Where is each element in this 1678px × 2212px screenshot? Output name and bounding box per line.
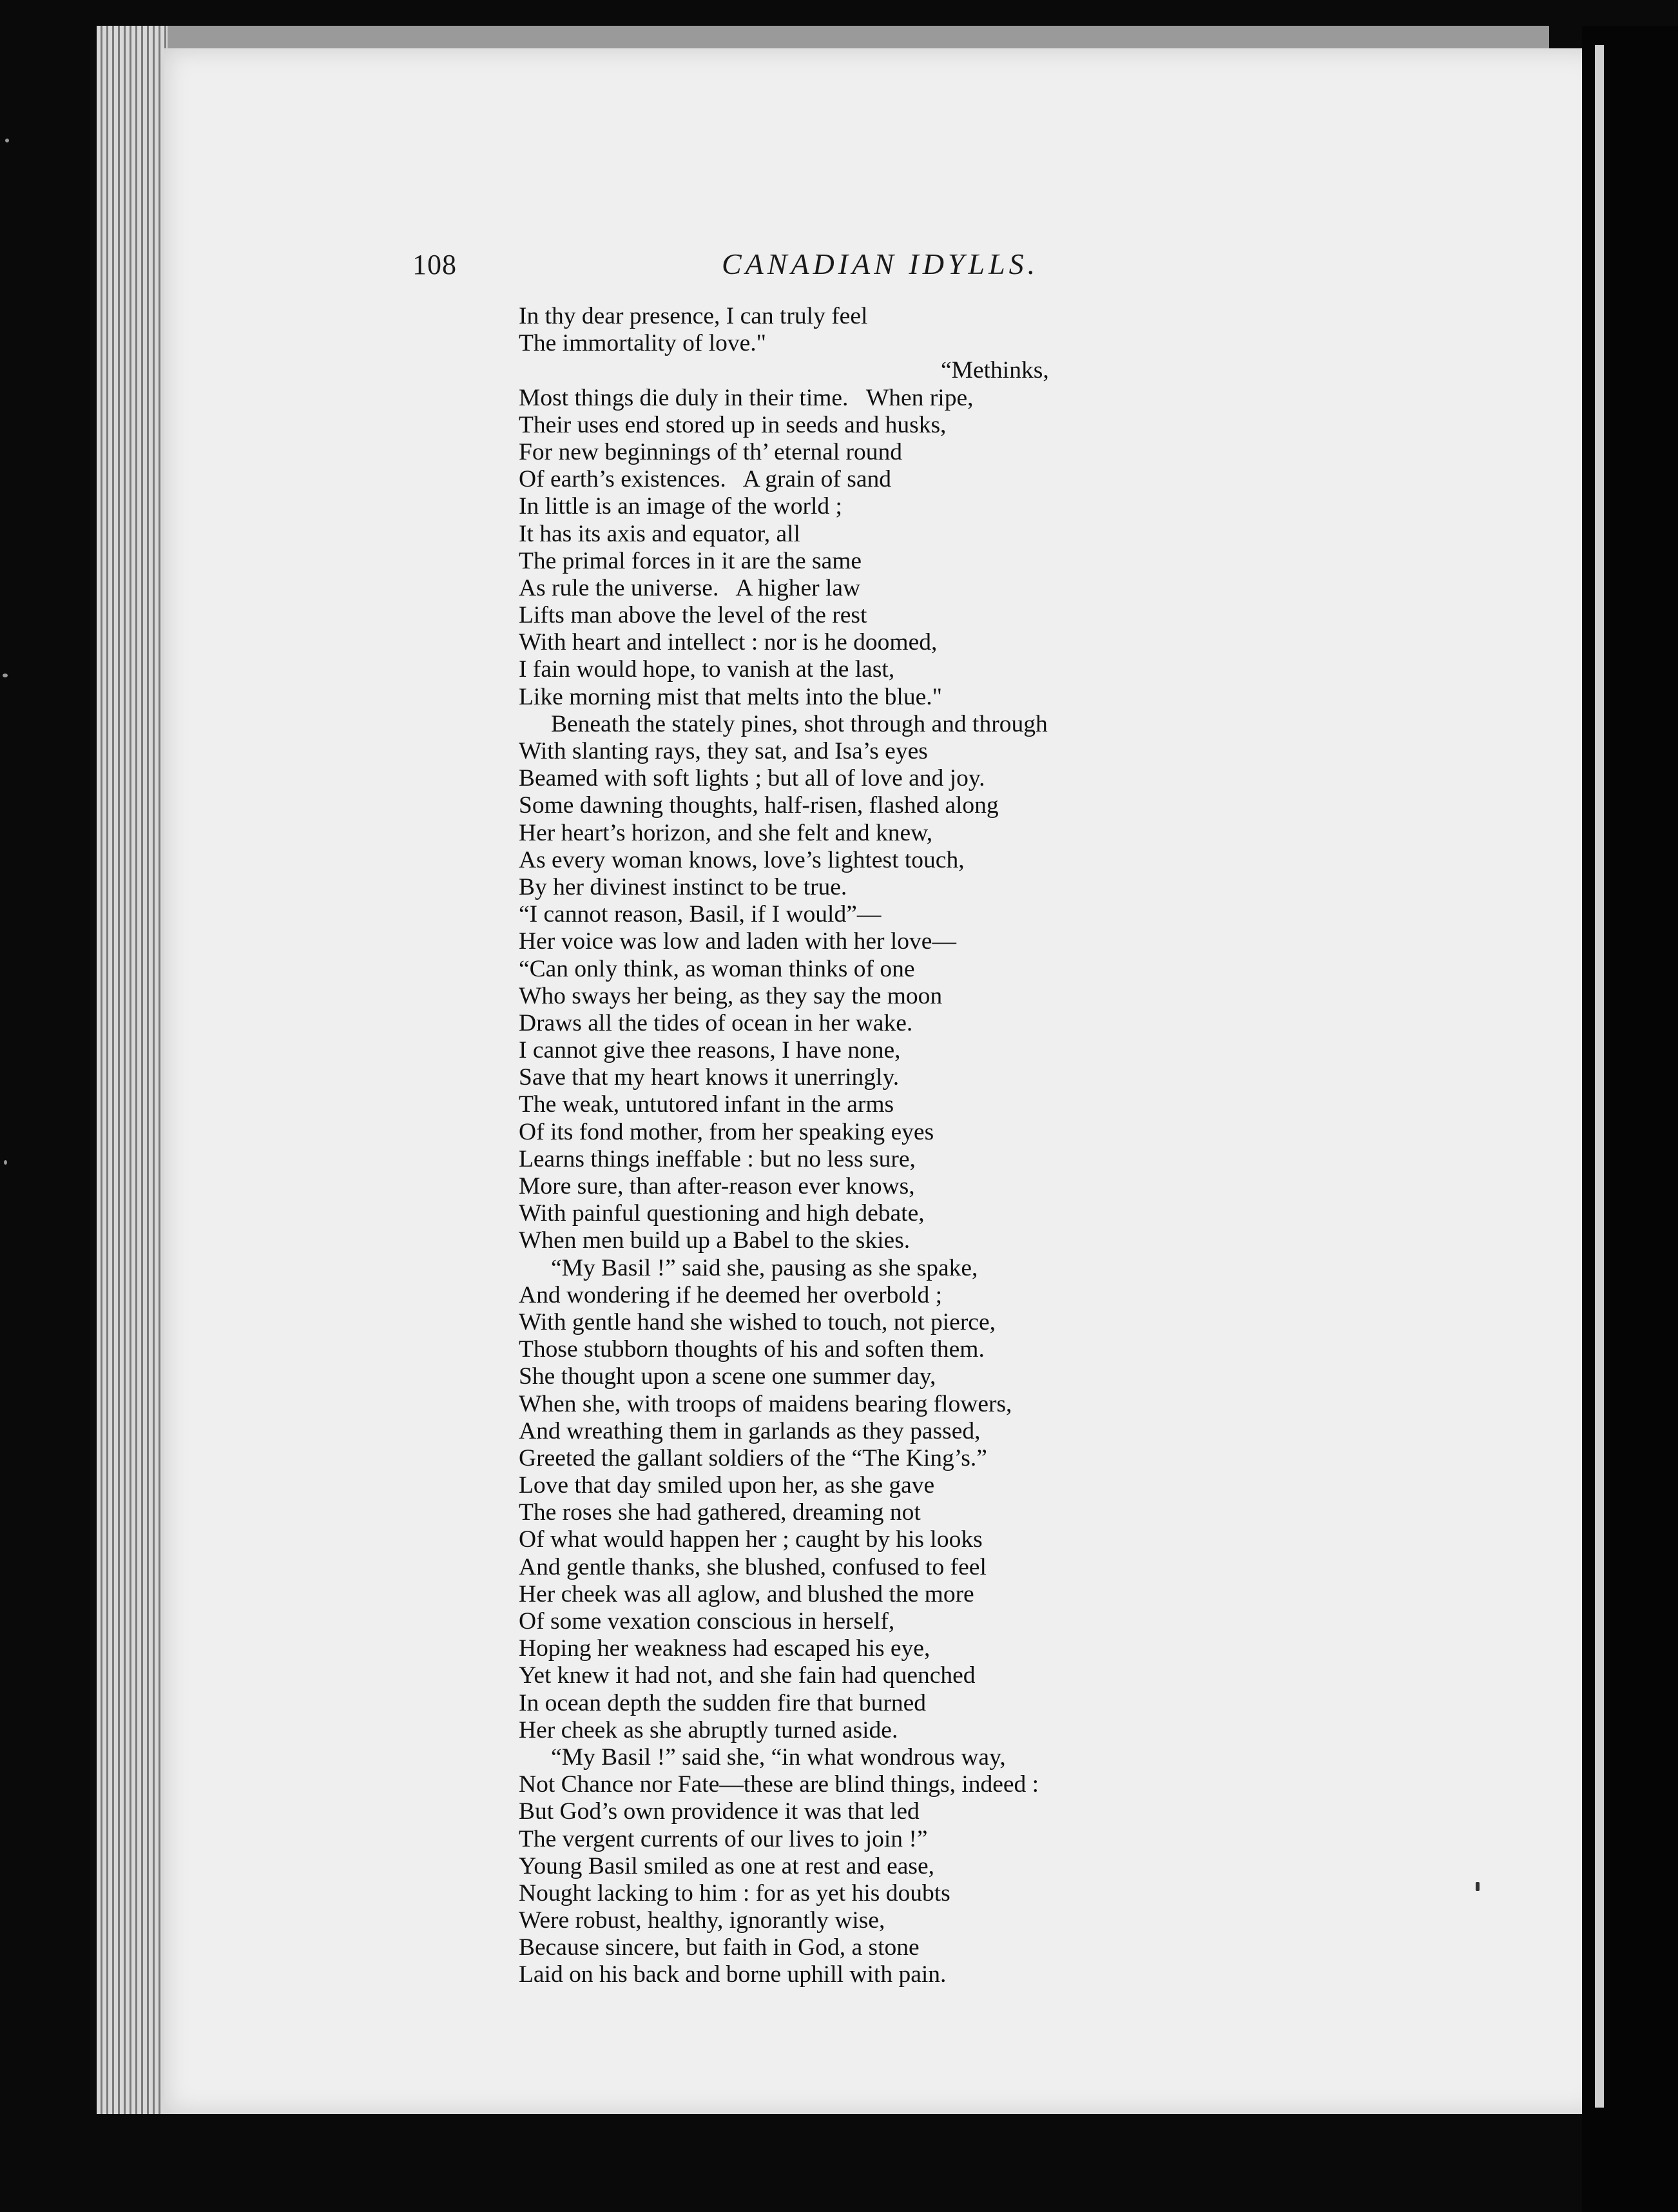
poem-line: When men build up a Babel to the skies. [519,1227,911,1254]
poem-line: “Methinks, [941,357,1049,384]
poem-line: Not Chance nor Fate—these are blind things, indeed : [519,1771,1039,1798]
poem-text [519,303,1582,1989]
poem-line: By her divinest instinct to be true. [519,873,847,900]
poem-line: It has its axis and equator, all [519,520,800,547]
poem-line: Of earth’s existences. A grain of sand [519,466,891,493]
poem-line: Were robust, healthy, ignorantly wise, [519,1907,885,1934]
poem-line: In little is an image of the world ; [519,493,842,520]
poem-line: With slanting rays, they sat, and Isa’s eyes [519,738,928,764]
poem-line: Nought lacking to him : for as yet his doubts [519,1879,950,1906]
poem-line: But God’s own providence it was that led [519,1798,920,1825]
poem-line: Yet knew it had not, and she fain had quenched [519,1662,976,1689]
poem-line: Some dawning thoughts, half-risen, flashed along [519,792,999,819]
scan-speck [4,1160,7,1165]
poem-line: “I cannot reason, Basil, if I would”— [519,901,882,928]
poem-line: Like morning mist that melts into the blue." [519,683,942,710]
poem-line: In thy dear presence, I can truly feel [519,303,868,329]
poem-line: Learns things ineffable : but no less sure, [519,1145,916,1172]
page-number: 108 [412,249,457,280]
poem-line: And wreathing them in garlands as they passed, [519,1417,981,1444]
poem-line: Laid on his back and borne uphill with pain. [519,1961,947,1988]
poem-line: Most things die duly in their time. When ripe, [519,384,974,411]
poem-line: With painful questioning and high debate, [519,1200,925,1227]
poem-line: Her voice was low and laden with her love— [519,928,956,955]
poem-line: As every woman knows, love’s lightest touch, [519,846,965,873]
poem-line: In ocean depth the sudden fire that burned [519,1689,927,1716]
poem-line: Their uses end stored up in seeds and husks, [519,411,947,438]
poem-line: With gentle hand she wished to touch, not pierce, [519,1308,996,1335]
poem-line: Love that day smiled upon her, as she gave [519,1472,935,1499]
page-edges [97,26,168,2114]
poem-line: The immortality of love." [519,330,766,357]
poem-line: The weak, untutored infant in the arms [519,1091,894,1118]
poem-line: Of what would happen her ; caught by his looks [519,1526,983,1553]
facing-page-edge [1595,45,1604,2108]
poem-line: Who sways her being, as they say the moon [519,982,943,1009]
poem-line: Because sincere, but faith in God, a stone [519,1934,920,1961]
poem-line: With heart and intellect : nor is he doomed, [519,629,938,656]
poem-line: Her heart’s horizon, and she felt and knew, [519,819,933,846]
poem-line: Draws all the tides of ocean in her wake. [519,1009,913,1036]
poem-line: Of its fond mother, from her speaking eyes [519,1118,934,1145]
poem-line: Young Basil smiled as one at rest and ease, [519,1852,935,1879]
poem-line: The vergent currents of our lives to join !” [519,1825,928,1852]
poem-line: The primal forces in it are the same [519,547,862,574]
scan-speck [5,139,9,142]
poem-line: She thought upon a scene one summer day, [519,1363,936,1390]
poem-line: As rule the universe. A higher law [519,574,861,601]
poem-line: Beamed with soft lights ; but all of love and joy. [519,765,985,792]
poem-line: I cannot give thee reasons, I have none, [519,1037,901,1064]
poem-line: Those stubborn thoughts of his and soften them. [519,1336,985,1363]
poem-line: And wondering if he deemed her overbold ; [519,1281,943,1308]
poem-line: “Can only think, as woman thinks of one [519,955,915,982]
poem-line: Lifts man above the level of the rest [519,602,867,629]
poem-line: Greeted the gallant soldiers of the “The King’s.” [519,1444,987,1471]
poem-line: Hoping her weakness had escaped his eye, [519,1635,931,1662]
poem-line: I fain would hope, to vanish at the last, [519,656,895,683]
poem-line: When she, with troops of maidens bearing flowers, [519,1390,1012,1417]
poem-line: Beneath the stately pines, shot through and through [551,710,1048,737]
poem-line: “My Basil !” said she, “in what wondrous way, [551,1743,1006,1771]
running-title: CANADIAN IDYLLS. [722,247,1039,280]
poem-line: And gentle thanks, she blushed, confused to feel [519,1553,987,1580]
poem-line: More sure, than after-reason ever knows, [519,1173,915,1199]
poem-line: Save that my heart knows it unerringly. [519,1064,900,1091]
poem-line: Of some vexation conscious in herself, [519,1608,895,1635]
poem-line: Her cheek was all aglow, and blushed the more [519,1580,974,1607]
poem-line: The roses she had gathered, dreaming not [519,1499,921,1526]
poem-line: For new beginnings of th’ eternal round [519,438,903,465]
poem-line: Her cheek as she abruptly turned aside. [519,1716,898,1743]
scan-speck [3,674,8,677]
poem-line: “My Basil !” said she, pausing as she spake, [551,1254,978,1281]
